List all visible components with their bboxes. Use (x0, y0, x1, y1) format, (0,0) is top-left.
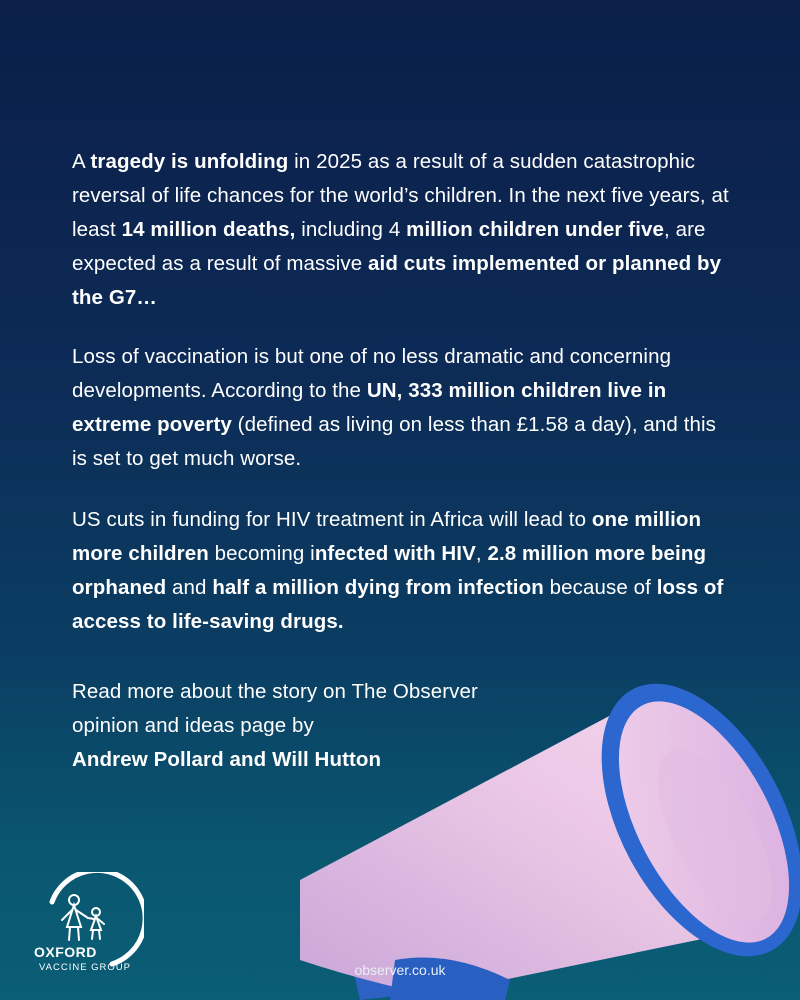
authors: Andrew Pollard and Will Hutton (72, 748, 382, 771)
read-more-line: opinion and ideas page by (72, 714, 314, 737)
paragraph-hiv: US cuts in funding for HIV treatment in Africa will lead to one million more children becoming infected with HIV, 2.8 million more being orphaned and half a million dying from infection because of loss of access to life-saving drugs. (72, 508, 724, 633)
paragraph-vaccination: Loss of vaccination is but one of no less dramatic and concerning developments. According to the UN, 333 million children live in extreme poverty (defined as living on less than £1.58 a day), and this is set to get much worse. (72, 345, 717, 470)
paragraph-tragedy: A tragedy is unfolding in 2025 as a result of a sudden catastrophic reversal of life chances for the world’s children. In the next five years, at least 14 million deaths, including 4 million children under five, are expected as a result of massive aid cuts implemented or planned by the G7… (72, 150, 729, 309)
logo-text: OXFORD (34, 944, 97, 960)
logo-subtext: VACCINE GROUP (39, 962, 132, 973)
read-more-block (72, 675, 592, 777)
footer-url[interactable]: observer.co.uk (354, 962, 446, 978)
read-more-line: Read more about the story on The Observer (72, 680, 478, 703)
